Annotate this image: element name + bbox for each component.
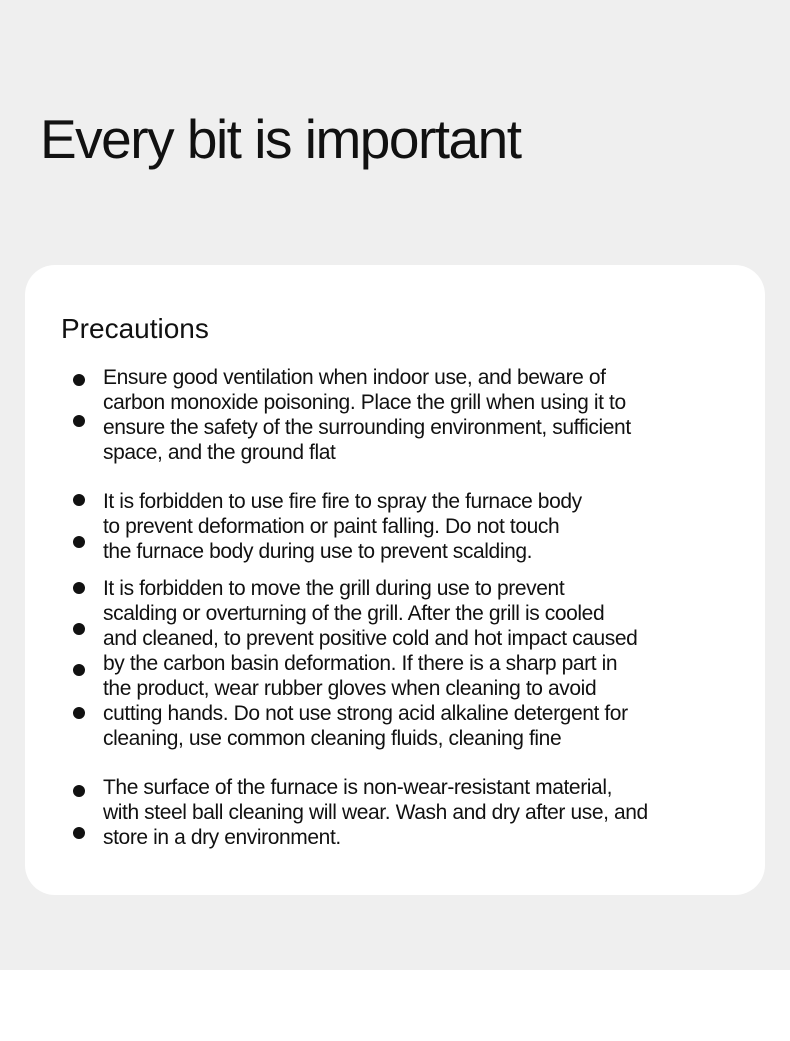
bullet-dot-icon [73, 415, 85, 427]
bottom-strip [0, 970, 790, 1041]
list-item-text: The surface of the furnace is non-wear-resistant material, with steel ball cleaning will wear. Wash and dry after use, and store in a dry environment. [103, 776, 648, 849]
bullet-dot-icon [73, 623, 85, 635]
bullet-dot-icon [73, 664, 85, 676]
bullet-dot-icon [73, 536, 85, 548]
card-title: Precautions [61, 313, 209, 344]
list-item-text: It is forbidden to move the grill during use to prevent scalding or overturning of the grill. After the grill is cooled and cleaned, to prevent positive cold and hot impact caused by the carbon basin deformation. If there is a sharp part in the product, wear rubber gloves when cleaning to avoid cutting hands. Do not use strong acid alkaline detergent for cleaning, use common cleaning fluids, cleaning fine [103, 577, 638, 750]
page-heading: Every bit is important [40, 108, 521, 170]
list-item-text: It is forbidden to use fire fire to spray the furnace body to prevent deformation or paint falling. Do not touch the furnace body during use to prevent scalding. [103, 490, 582, 563]
bullet-dot-icon [73, 827, 85, 839]
bullet-dot-icon [73, 494, 85, 506]
list-item-text: Ensure good ventilation when indoor use, and beware of carbon monoxide poisoning. Place the grill when using it to ensure the safety of the surrounding environment, sufficient space, and the ground flat [103, 366, 631, 464]
bullet-dot-icon [73, 707, 85, 719]
bullet-dot-icon [73, 582, 85, 594]
bullet-dot-icon [73, 785, 85, 797]
bullet-dot-icon [73, 374, 85, 386]
precautions-card [25, 265, 765, 895]
